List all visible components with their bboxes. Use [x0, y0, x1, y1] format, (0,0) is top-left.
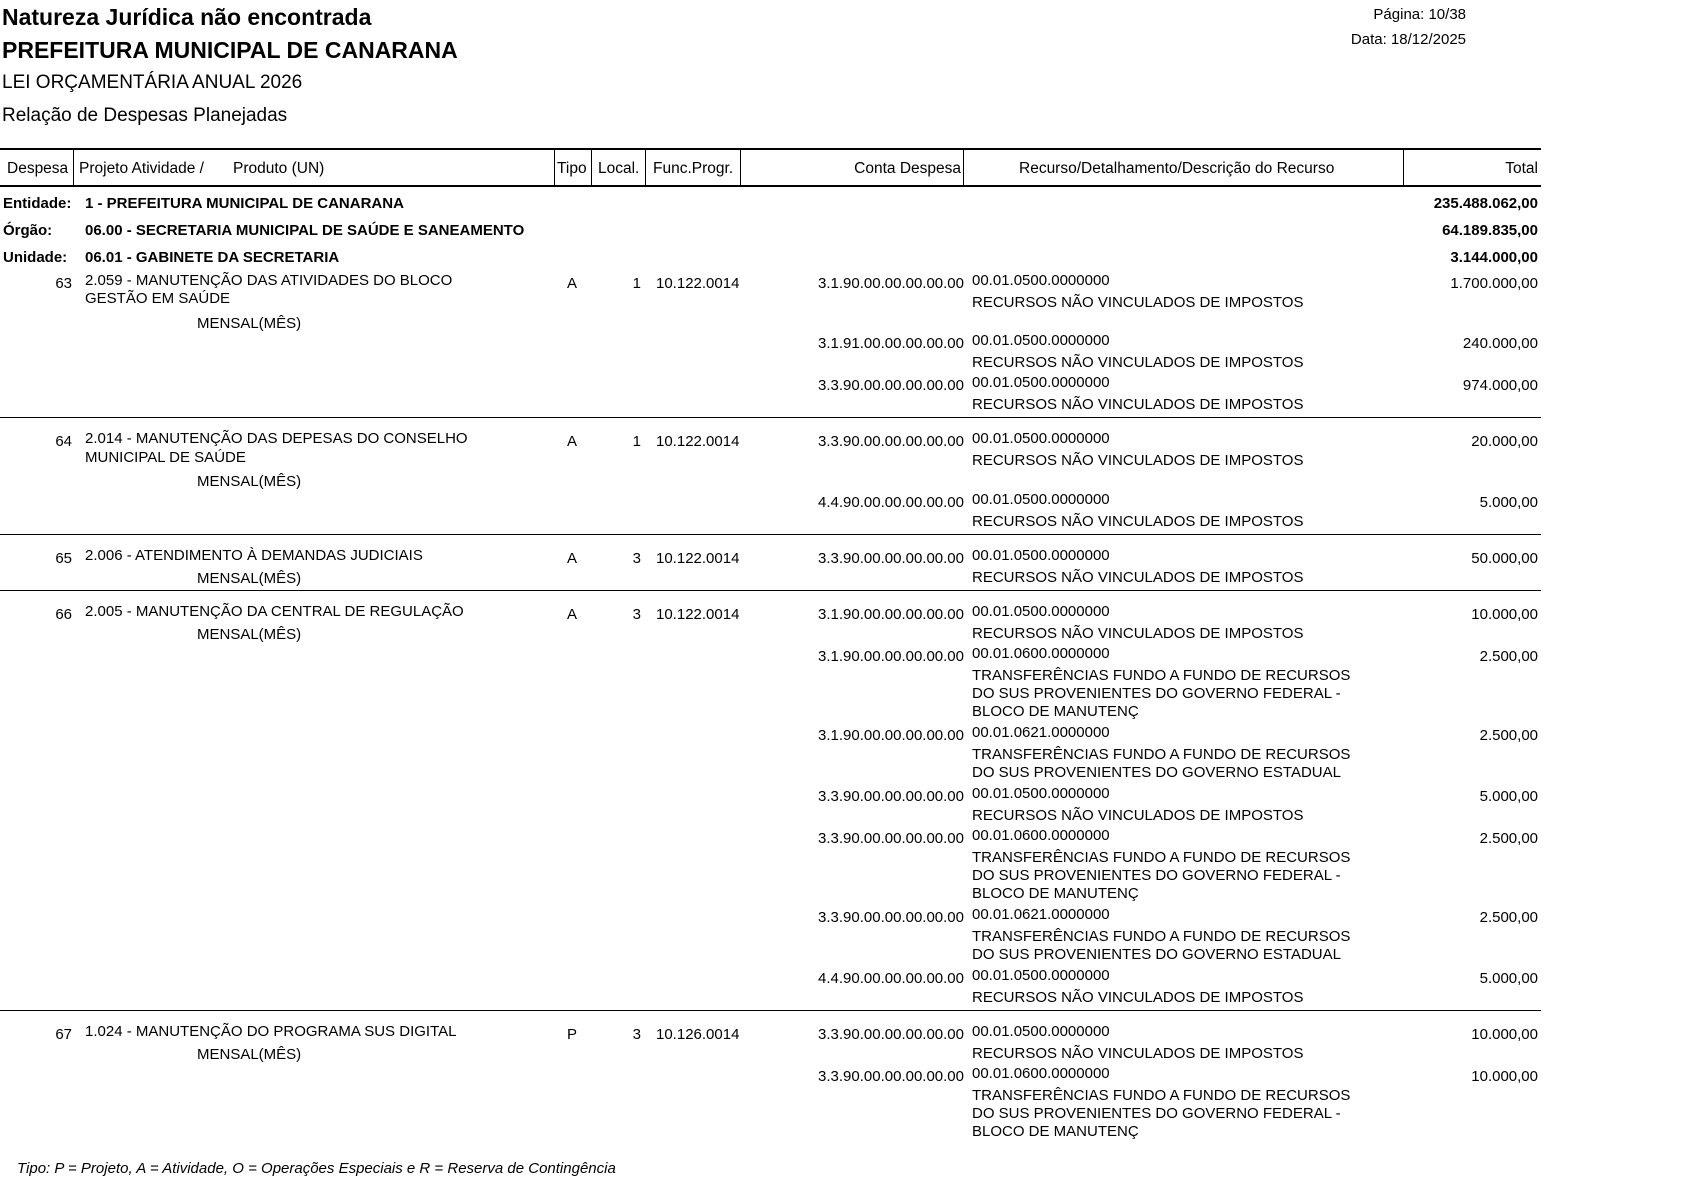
item-unit: MENSAL(MÊS) — [197, 626, 302, 643]
entry-conta: 3.3.90.00.00.00.00.00 — [818, 909, 964, 926]
item-func: 10.122.0014 — [656, 606, 740, 623]
entry-recurso: 00.01.0500.0000000 — [972, 547, 1110, 564]
item-number: 67 — [55, 1026, 72, 1043]
unidade-name: 06.01 - GABINETE DA SECRETARIA — [85, 249, 340, 266]
item-tipo: A — [567, 606, 578, 623]
page-number: Página: 10/38 — [1373, 6, 1466, 23]
entry-recurso: 00.01.0500.0000000 — [972, 603, 1110, 620]
entry-total: 20.000,00 — [1471, 433, 1538, 450]
entry-desc: TRANSFERÊNCIAS FUNDO A FUNDO DE RECURSOS — [972, 849, 1351, 866]
entry-desc: RECURSOS NÃO VINCULADOS DE IMPOSTOS — [972, 294, 1304, 311]
entry-desc: RECURSOS NÃO VINCULADOS DE IMPOSTOS — [972, 807, 1304, 824]
entry-desc: RECURSOS NÃO VINCULADOS DE IMPOSTOS — [972, 354, 1304, 371]
entry-total: 2.500,00 — [1479, 909, 1538, 926]
entry-conta: 3.3.90.00.00.00.00.00 — [818, 1068, 964, 1085]
col-divider — [1403, 150, 1404, 185]
type-legend: Tipo: P = Projeto, A = Atividade, O = Operações Especiais e R = Reserva de Contingência — [17, 1160, 616, 1177]
entry-desc: TRANSFERÊNCIAS FUNDO A FUNDO DE RECURSOS — [972, 667, 1351, 684]
entry-conta: 4.4.90.00.00.00.00.00 — [818, 970, 964, 987]
item-func: 10.122.0014 — [656, 550, 740, 567]
entry-desc: DO SUS PROVENIENTES DO GOVERNO FEDERAL - — [972, 867, 1341, 884]
entry-recurso: 00.01.0500.0000000 — [972, 1023, 1110, 1040]
entry-desc: BLOCO DE MANUTENÇ — [972, 885, 1139, 902]
item-separator — [0, 1010, 1541, 1011]
orgao-name: 06.00 - SECRETARIA MUNICIPAL DE SAÚDE E SANEAMENTO — [85, 222, 525, 239]
col-divider — [645, 150, 646, 185]
item-local: 3 — [632, 1026, 641, 1043]
item-number: 64 — [55, 433, 72, 450]
entry-total: 10.000,00 — [1471, 1068, 1538, 1085]
col-header-despesa: Despesa — [7, 160, 69, 177]
report-nature-title: Natureza Jurídica não encontrada — [2, 4, 372, 30]
item-unit: MENSAL(MÊS) — [197, 1046, 302, 1063]
entry-total: 5.000,00 — [1479, 970, 1538, 987]
entry-total: 10.000,00 — [1471, 1026, 1538, 1043]
entry-desc: RECURSOS NÃO VINCULADOS DE IMPOSTOS — [972, 569, 1304, 586]
col-header-produto: Produto (UN) — [233, 160, 325, 177]
orgao-total: 64.189.835,00 — [1442, 222, 1538, 239]
entry-recurso: 00.01.0500.0000000 — [972, 374, 1110, 391]
item-description: 2.005 - MANUTENÇÃO DA CENTRAL DE REGULAÇÃO — [85, 603, 464, 620]
entry-desc: RECURSOS NÃO VINCULADOS DE IMPOSTOS — [972, 396, 1304, 413]
entry-total: 240.000,00 — [1462, 335, 1538, 352]
col-divider — [554, 150, 555, 185]
entry-desc: RECURSOS NÃO VINCULADOS DE IMPOSTOS — [972, 625, 1304, 642]
col-header-func: Func.Progr. — [653, 160, 734, 177]
entry-total: 2.500,00 — [1479, 727, 1538, 744]
entry-desc: RECURSOS NÃO VINCULADOS DE IMPOSTOS — [972, 452, 1304, 469]
item-func: 10.126.0014 — [656, 1026, 740, 1043]
col-divider — [963, 150, 964, 185]
entry-recurso: 00.01.0600.0000000 — [972, 645, 1110, 662]
entry-recurso: 00.01.0600.0000000 — [972, 827, 1110, 844]
entry-conta: 3.1.90.00.00.00.00.00 — [818, 275, 964, 292]
item-tipo: A — [567, 550, 578, 567]
entry-recurso: 00.01.0500.0000000 — [972, 967, 1110, 984]
entry-total: 974.000,00 — [1462, 377, 1538, 394]
entry-recurso: 00.01.0500.0000000 — [972, 491, 1110, 508]
col-divider — [740, 150, 741, 185]
item-number: 66 — [55, 606, 72, 623]
item-local: 3 — [632, 550, 641, 567]
item-description: GESTÃO EM SAÚDE — [85, 290, 231, 307]
item-tipo: A — [567, 433, 578, 450]
item-number: 63 — [55, 275, 72, 292]
item-description: 2.059 - MANUTENÇÃO DAS ATIVIDADES DO BLOCO — [85, 272, 453, 289]
law-title: LEI ORÇAMENTÁRIA ANUAL 2026 — [2, 72, 303, 93]
entry-recurso: 00.01.0500.0000000 — [972, 785, 1110, 802]
col-header-recurso: Recurso/Detalhamento/Descrição do Recurso — [1019, 160, 1335, 177]
item-separator — [0, 590, 1541, 591]
item-description: MUNICIPAL DE SAÚDE — [85, 449, 246, 466]
entry-total: 5.000,00 — [1479, 788, 1538, 805]
item-description: 1.024 - MANUTENÇÃO DO PROGRAMA SUS DIGITAL — [85, 1023, 457, 1040]
entidade-label: Entidade: — [3, 195, 72, 212]
header-top-rule — [0, 148, 1541, 150]
entry-desc: TRANSFERÊNCIAS FUNDO A FUNDO DE RECURSOS — [972, 928, 1351, 945]
entry-desc: RECURSOS NÃO VINCULADOS DE IMPOSTOS — [972, 513, 1304, 530]
item-func: 10.122.0014 — [656, 275, 740, 292]
entry-total: 2.500,00 — [1479, 648, 1538, 665]
entry-conta: 3.3.90.00.00.00.00.00 — [818, 830, 964, 847]
municipality-title: PREFEITURA MUNICIPAL DE CANARANA — [2, 37, 458, 63]
entry-conta: 3.3.90.00.00.00.00.00 — [818, 1026, 964, 1043]
item-tipo: A — [567, 275, 578, 292]
col-divider — [73, 150, 74, 185]
item-separator — [0, 417, 1541, 418]
header-bottom-rule — [0, 185, 1541, 187]
entry-desc: DO SUS PROVENIENTES DO GOVERNO ESTADUAL — [972, 946, 1341, 963]
item-local: 3 — [632, 606, 641, 623]
entry-recurso: 00.01.0500.0000000 — [972, 272, 1110, 289]
entry-desc: RECURSOS NÃO VINCULADOS DE IMPOSTOS — [972, 989, 1304, 1006]
entry-total: 2.500,00 — [1479, 830, 1538, 847]
entry-desc: BLOCO DE MANUTENÇ — [972, 703, 1139, 720]
entry-desc: DO SUS PROVENIENTES DO GOVERNO ESTADUAL — [972, 764, 1341, 781]
col-header-conta: Conta Despesa — [854, 160, 961, 177]
item-number: 65 — [55, 550, 72, 567]
item-description: 2.006 - ATENDIMENTO À DEMANDAS JUDICIAIS — [85, 547, 423, 564]
orgao-label: Órgão: — [3, 222, 53, 239]
col-header-tipo: Tipo — [557, 160, 587, 177]
entry-recurso: 00.01.0621.0000000 — [972, 906, 1110, 923]
entry-recurso: 00.01.0600.0000000 — [972, 1065, 1110, 1082]
item-unit: MENSAL(MÊS) — [197, 570, 302, 587]
item-tipo: P — [567, 1026, 578, 1043]
item-func: 10.122.0014 — [656, 433, 740, 450]
report-subtitle: Relação de Despesas Planejadas — [2, 105, 288, 126]
entry-conta: 3.1.91.00.00.00.00.00 — [818, 335, 964, 352]
entidade-name: 1 - PREFEITURA MUNICIPAL DE CANARANA — [85, 195, 404, 212]
entry-desc: DO SUS PROVENIENTES DO GOVERNO FEDERAL - — [972, 1105, 1341, 1122]
item-description: 2.014 - MANUTENÇÃO DAS DEPESAS DO CONSELHO — [85, 430, 468, 447]
col-header-projeto: Projeto Atividade / — [79, 160, 204, 177]
report-date: Data: 18/12/2025 — [1350, 31, 1466, 48]
entry-conta: 3.3.90.00.00.00.00.00 — [818, 377, 964, 394]
col-header-total: Total — [1505, 160, 1538, 177]
entidade-total: 235.488.062,00 — [1433, 195, 1538, 212]
entry-conta: 3.1.90.00.00.00.00.00 — [818, 648, 964, 665]
entry-desc: TRANSFERÊNCIAS FUNDO A FUNDO DE RECURSOS — [972, 1087, 1351, 1104]
entry-total: 5.000,00 — [1479, 494, 1538, 511]
item-unit: MENSAL(MÊS) — [197, 315, 302, 332]
entry-recurso: 00.01.0621.0000000 — [972, 724, 1110, 741]
entry-recurso: 00.01.0500.0000000 — [972, 332, 1110, 349]
col-divider — [591, 150, 592, 185]
item-unit: MENSAL(MÊS) — [197, 473, 302, 490]
item-local: 1 — [632, 275, 641, 292]
entry-desc: DO SUS PROVENIENTES DO GOVERNO FEDERAL - — [972, 685, 1341, 702]
item-separator — [0, 534, 1541, 535]
item-local: 1 — [632, 433, 641, 450]
entry-conta: 3.3.90.00.00.00.00.00 — [818, 788, 964, 805]
entry-desc: RECURSOS NÃO VINCULADOS DE IMPOSTOS — [972, 1045, 1304, 1062]
entry-desc: TRANSFERÊNCIAS FUNDO A FUNDO DE RECURSOS — [972, 746, 1351, 763]
entry-desc: BLOCO DE MANUTENÇ — [972, 1123, 1139, 1140]
entry-total: 1.700.000,00 — [1450, 275, 1538, 292]
unidade-label: Unidade: — [3, 249, 68, 266]
unidade-total: 3.144.000,00 — [1450, 249, 1538, 266]
entry-recurso: 00.01.0500.0000000 — [972, 430, 1110, 447]
col-header-local: Local. — [598, 160, 640, 177]
entry-conta: 3.3.90.00.00.00.00.00 — [818, 433, 964, 450]
entry-total: 50.000,00 — [1471, 550, 1538, 567]
entry-conta: 4.4.90.00.00.00.00.00 — [818, 494, 964, 511]
entry-total: 10.000,00 — [1471, 606, 1538, 623]
entry-conta: 3.1.90.00.00.00.00.00 — [818, 606, 964, 623]
entry-conta: 3.3.90.00.00.00.00.00 — [818, 550, 964, 567]
entry-conta: 3.1.90.00.00.00.00.00 — [818, 727, 964, 744]
